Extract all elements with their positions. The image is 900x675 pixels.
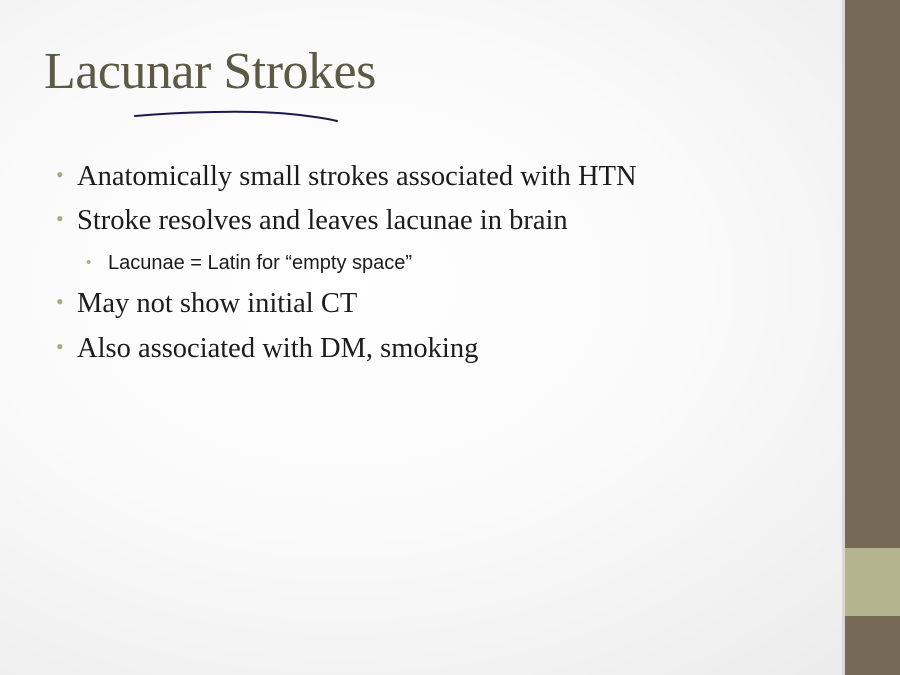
bullet-marker-icon: • bbox=[56, 289, 64, 314]
bullet-text: Anatomically small strokes associated with HTN bbox=[77, 161, 637, 192]
sub-bullet-item bbox=[86, 253, 412, 273]
bullet-marker-icon: • bbox=[86, 254, 92, 271]
bullet-marker-icon: • bbox=[56, 162, 64, 187]
bullet-marker-icon: • bbox=[56, 206, 64, 231]
bullet-text: May not show initial CT bbox=[77, 288, 358, 319]
bullet-item bbox=[56, 290, 357, 319]
sub-bullet-text: Lacunae = Latin for “empty space” bbox=[108, 252, 413, 274]
bullet-text: Also associated with DM, smoking bbox=[77, 333, 479, 364]
sidebar-accent-block bbox=[845, 548, 900, 616]
bullet-item bbox=[56, 207, 568, 236]
slide-title: Lacunar Strokes bbox=[44, 43, 376, 100]
bullet-text: Stroke resolves and leaves lacunae in brain bbox=[77, 205, 568, 236]
bullet-item bbox=[56, 163, 637, 192]
bullet-marker-icon: • bbox=[56, 334, 64, 359]
bullet-item bbox=[56, 335, 478, 364]
